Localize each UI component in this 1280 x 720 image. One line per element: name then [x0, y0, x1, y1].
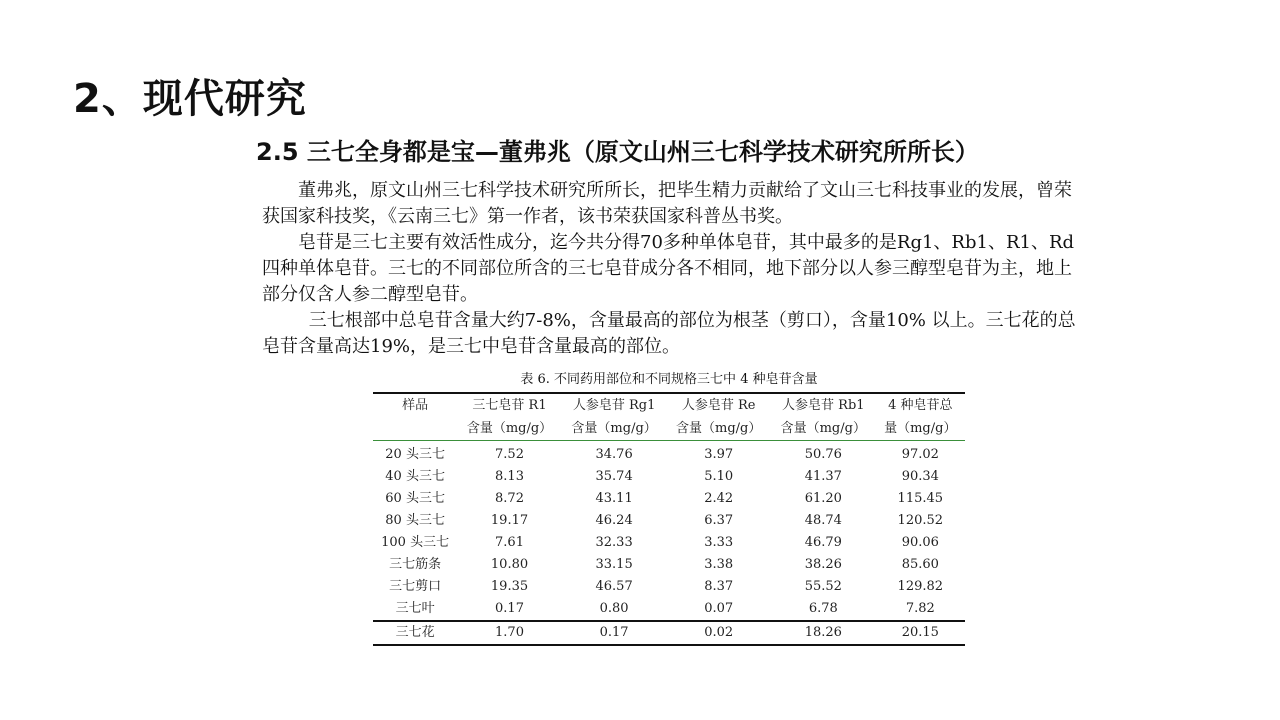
cell-sample: 60 头三七 — [385, 491, 445, 506]
cell-rg1: 35.74 — [595, 469, 633, 484]
paragraph-saponins: 皂苷是三七主要有效活性成分，迄今共分得70多种单体皂苷，其中最多的是Rg1、Rb1、R1、Rd四种单体皂苷。三七的不同部位所含的三七皂苷成分各不相同，地下部分以人参三醇型皂苷为主，地上部分仅含人参二醇型皂苷。 — [262, 232, 1075, 305]
cell-total: 20.15 — [876, 621, 965, 645]
header-total: 4 种皂苷总 — [876, 393, 965, 417]
header-sample-unit — [373, 417, 457, 441]
cell-re: 3.97 — [704, 447, 734, 462]
saponin-table-container — [373, 370, 965, 646]
cell-rg1: 34.76 — [595, 447, 633, 462]
header-rb1: 人参皂苷 Rb1 — [771, 393, 876, 417]
cell-re: 0.07 — [704, 601, 734, 616]
header-r1-unit: 含量（mg/g） — [457, 417, 562, 441]
cell-r1: 7.52 — [495, 447, 524, 462]
header-sample: 样品 — [373, 393, 457, 417]
table-row — [373, 510, 965, 532]
table-row — [373, 488, 965, 510]
header-rg1: 人参皂苷 Rg1 — [562, 393, 667, 417]
paragraph-intro: 董弗兆，原文山州三七科学技术研究所所长，把毕生精力贡献给了文山三七科技事业的发展，曾荣获国家科技奖，《云南三七》第一作者，该书荣获国家科普丛书奖。 — [262, 180, 1072, 227]
cell-re: 5.10 — [704, 469, 734, 484]
cell-rb1: 38.26 — [804, 557, 842, 572]
table-row — [373, 441, 965, 467]
table-header-unit-row — [373, 417, 965, 441]
cell-total: 85.60 — [901, 557, 939, 572]
cell-rg1: 32.33 — [595, 535, 633, 550]
cell-rb1: 46.79 — [804, 535, 842, 550]
table-row — [373, 621, 965, 645]
cell-sample: 三七花 — [373, 621, 457, 645]
header-rb1-unit: 含量（mg/g） — [771, 417, 876, 441]
cell-rb1: 48.74 — [804, 513, 842, 528]
cell-total: 90.34 — [901, 469, 939, 484]
cell-rb1: 18.26 — [771, 621, 876, 645]
cell-r1: 1.70 — [457, 621, 562, 645]
cell-rg1: 0.17 — [562, 621, 667, 645]
table-row — [373, 554, 965, 576]
body-text — [262, 178, 1082, 360]
slide-title: 2、现代研究 — [73, 76, 307, 122]
cell-sample: 100 头三七 — [381, 535, 450, 550]
cell-rb1: 6.78 — [808, 601, 838, 616]
table-row — [373, 532, 965, 554]
cell-r1: 19.17 — [490, 513, 529, 528]
header-rg1-unit: 含量（mg/g） — [562, 417, 667, 441]
cell-sample: 三七叶 — [395, 601, 435, 616]
header-re: 人参皂苷 Re — [666, 393, 771, 417]
header-total-unit: 量（mg/g） — [876, 417, 965, 441]
saponin-table — [373, 392, 965, 646]
section-heading: 2.5 三七全身都是宝—董弗兆（原文山州三七科学技术研究所所长） — [256, 138, 979, 166]
cell-rg1: 0.80 — [599, 601, 629, 616]
cell-re: 8.37 — [704, 579, 734, 594]
cell-total: 7.82 — [905, 601, 935, 616]
cell-sample: 三七剪口 — [389, 579, 442, 594]
cell-re: 6.37 — [704, 513, 734, 528]
cell-rb1: 50.76 — [804, 447, 842, 462]
cell-sample: 20 头三七 — [385, 447, 445, 462]
cell-re: 3.33 — [704, 535, 734, 550]
cell-total: 129.82 — [897, 579, 944, 594]
cell-rg1: 46.57 — [595, 579, 633, 594]
cell-total: 97.02 — [901, 447, 939, 462]
paragraph-content: 三七根部中总皂苷含量大约7-8%，含量最高的部位为根茎（剪口），含量10% 以上。三七花的总皂苷含量高达19%，是三七中皂苷含量最高的部位。 — [262, 310, 1076, 357]
cell-total: 90.06 — [901, 535, 939, 550]
cell-total: 120.52 — [897, 513, 944, 528]
cell-re: 2.42 — [704, 491, 734, 506]
table-caption: 表 6. 不同药用部位和不同规格三七中 4 种皂苷含量 — [520, 372, 818, 387]
table-row — [373, 466, 965, 488]
cell-r1: 0.17 — [495, 601, 524, 616]
cell-sample: 40 头三七 — [385, 469, 445, 484]
cell-re: 0.02 — [666, 621, 771, 645]
cell-sample: 80 头三七 — [385, 513, 445, 528]
table-header-row — [373, 393, 965, 417]
cell-rg1: 43.11 — [595, 491, 633, 506]
table-row — [373, 576, 965, 598]
cell-rg1: 46.24 — [595, 513, 633, 528]
header-r1: 三七皂苷 R1 — [457, 393, 562, 417]
cell-re: 3.38 — [704, 557, 734, 572]
header-re-unit: 含量（mg/g） — [666, 417, 771, 441]
cell-r1: 7.61 — [495, 535, 524, 550]
table-row — [373, 598, 965, 621]
cell-r1: 8.13 — [495, 469, 524, 484]
cell-rb1: 55.52 — [804, 579, 842, 594]
cell-sample: 三七筋条 — [389, 557, 442, 572]
cell-rg1: 33.15 — [595, 557, 633, 572]
cell-r1: 10.80 — [490, 557, 529, 572]
cell-r1: 19.35 — [490, 579, 529, 594]
cell-total: 115.45 — [897, 491, 944, 506]
cell-r1: 8.72 — [495, 491, 524, 506]
cell-rb1: 41.37 — [804, 469, 842, 484]
cell-rb1: 61.20 — [804, 491, 842, 506]
